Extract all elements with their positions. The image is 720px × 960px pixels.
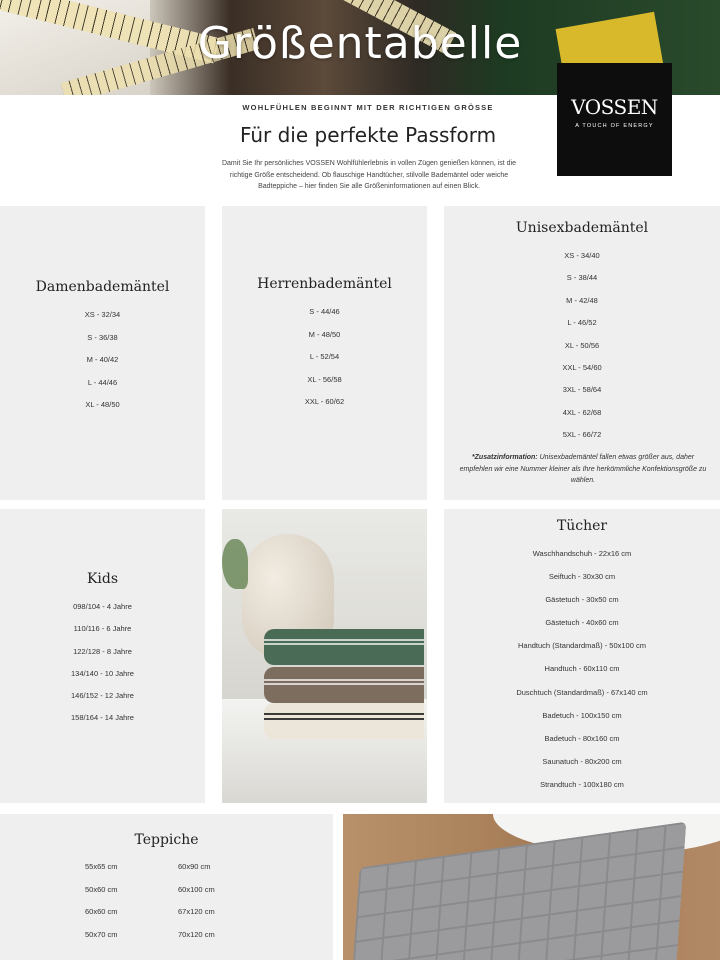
size-row: Gästetuch - 30x50 cm: [545, 595, 619, 605]
page-title: Größentabelle: [197, 18, 523, 69]
towels-photo: [222, 509, 427, 803]
size-row: S - 44/46: [309, 307, 340, 316]
size-row: L - 46/52: [567, 318, 597, 328]
size-row: M - 48/50: [308, 329, 341, 339]
panel-title: Damenbademäntel: [35, 279, 170, 295]
size-row: Badetuch - 100x150 cm: [542, 710, 622, 720]
size-row: [70, 885, 270, 908]
panel-damenbademaentel: [0, 206, 205, 500]
size-row: Badetuch - 80x160 cm: [544, 733, 620, 743]
size-row: [70, 907, 270, 930]
size-row: 134/140 - 10 Jahre: [71, 668, 134, 678]
unisex-note: [458, 452, 708, 487]
size-row: L - 52/54: [309, 352, 340, 361]
size-row: 110/116 - 6 Jahre: [73, 624, 132, 634]
size-row: M - 40/42: [86, 355, 119, 364]
size-row: Handtuch - 60x110 cm: [544, 664, 620, 674]
size-row: 122/128 - 8 Jahre: [73, 646, 132, 656]
size-row: Duschtuch (Standardmaß) - 67x140 cm: [516, 687, 648, 697]
panel-title: Herrenbademäntel: [257, 276, 392, 292]
logo-brand: VOSSEN: [571, 95, 658, 119]
size-cell: 50x70 cm: [85, 929, 118, 939]
towel-green: [264, 629, 424, 665]
size-list: [0, 602, 205, 736]
size-row: Waschhandschuh - 22x16 cm: [532, 549, 632, 558]
size-row: XL - 50/56: [564, 340, 600, 350]
size-row: 158/164 - 14 Jahre: [71, 713, 134, 723]
size-cell: 67x120 cm: [178, 907, 215, 917]
size-row: XS - 34/40: [564, 251, 600, 260]
panel-title: Unisexbademäntel: [515, 220, 649, 236]
size-row: 098/104 - 4 Jahre: [73, 602, 132, 611]
intro-kicker: WOHLFÜHLEN BEGINNT MIT DER RICHTIGEN GRÖSSE: [242, 103, 494, 112]
panel-unisexbademaentel: [444, 206, 720, 500]
panel-kids: [0, 509, 205, 803]
panel-teppiche: [0, 814, 333, 960]
size-cell: 50x60 cm: [85, 884, 118, 894]
size-list: [444, 549, 720, 803]
size-row: 5XL - 66/72: [562, 430, 602, 440]
size-row: 4XL - 62/68: [562, 407, 602, 417]
intro-text: Damit Sie Ihr persönliches VOSSEN Wohlfühlerlebnis in vollen Zügen genießen können, ist die richtige Größe entscheidend. Ob flauschige Handtücher, stilvolle Bademäntel oder weiche Badteppiche – hier finden Sie alle Größeninformationen auf einen Blick.: [221, 160, 517, 190]
size-row: Strandtuch - 100x180 cm: [540, 779, 624, 789]
size-cell: 70x120 cm: [178, 929, 215, 939]
size-cell: 55x65 cm: [85, 862, 118, 871]
size-row: Seiftuch - 30x30 cm: [548, 572, 616, 582]
rug-photo: [343, 814, 720, 960]
size-row: S - 36/38: [87, 332, 118, 342]
size-row: S - 38/44: [566, 273, 598, 283]
size-row: 146/152 - 12 Jahre: [71, 691, 134, 701]
size-row: XXL - 54/60: [562, 362, 602, 372]
size-row: XXL - 60/62: [304, 397, 345, 406]
size-grid: [70, 862, 270, 952]
size-list: [222, 307, 427, 420]
size-row: XL - 48/50: [85, 400, 120, 409]
size-row: 3XL - 58/64: [562, 385, 602, 395]
logo-tagline: A TOUCH OF ENERGY: [575, 123, 654, 129]
note-label: *Zusatzinformation:: [471, 454, 538, 461]
size-row: XS - 32/34: [84, 310, 121, 319]
size-list: [444, 251, 720, 453]
vossen-logo: [557, 63, 672, 176]
size-row: Saunatuch - 80x200 cm: [542, 756, 622, 766]
bath-rug: [350, 822, 687, 960]
size-list: [0, 310, 205, 423]
size-cell: 60x90 cm: [178, 862, 211, 871]
panel-title: Teppiche: [134, 832, 199, 848]
panel-title: Tücher: [556, 518, 608, 534]
size-row: Handtuch (Standardmaß) - 50x100 cm: [518, 641, 646, 651]
size-row: XL - 56/58: [307, 374, 342, 384]
size-row: [70, 862, 270, 885]
size-row: M - 42/48: [566, 295, 598, 305]
size-cell: 60x100 cm: [178, 884, 215, 894]
size-cell: 60x60 cm: [85, 907, 118, 917]
panel-title: Kids: [86, 571, 119, 587]
note-text: Unisexbademäntel fallen etwas größer aus, daher empfehlen wir eine Nummer kleiner als Ihre herkömmliche Konfektionsgröße zu wählen.: [459, 454, 707, 484]
towel-cream: [264, 703, 424, 739]
size-row: L - 44/46: [87, 377, 118, 387]
size-row: [70, 930, 270, 953]
towel-brown: [264, 667, 424, 703]
panel-tuecher: [444, 509, 720, 803]
panel-herrenbademaentel: [222, 206, 427, 500]
intro-title: Für die perfekte Passform: [239, 123, 497, 147]
plant: [222, 539, 248, 589]
size-row: Gästetuch - 40x60 cm: [545, 618, 619, 628]
